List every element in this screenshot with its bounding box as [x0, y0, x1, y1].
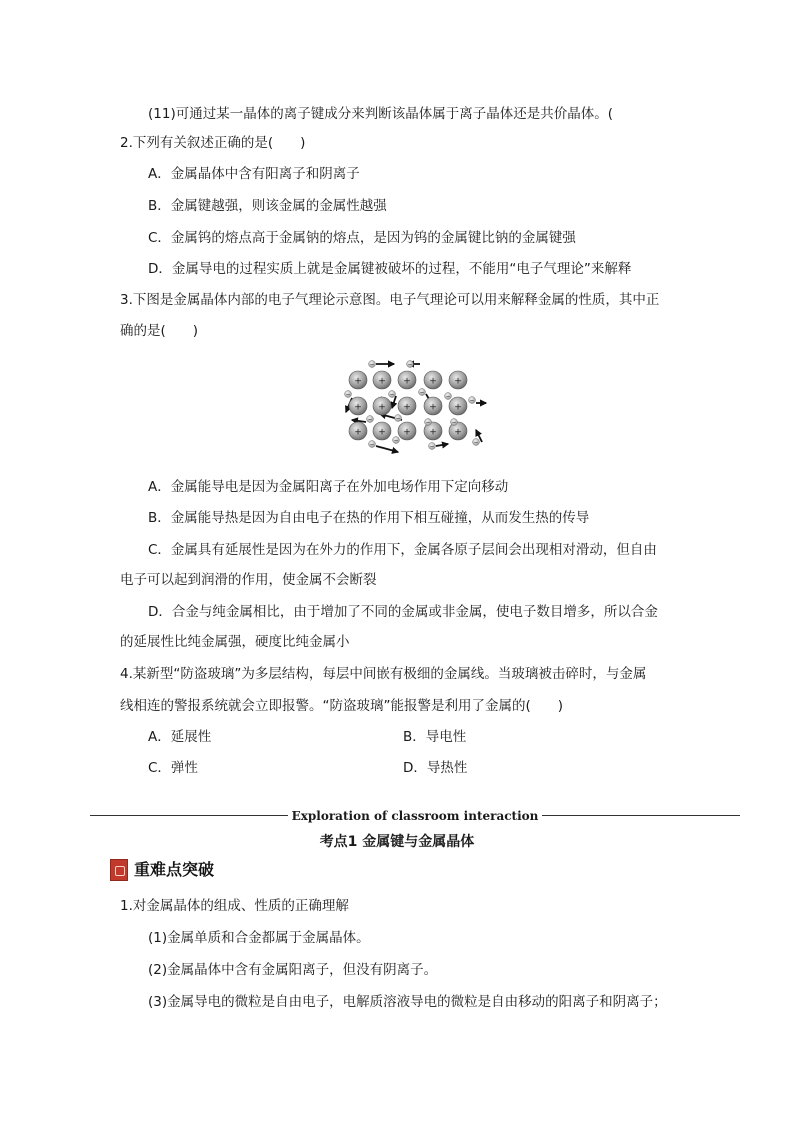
- cation-charge-label: +: [454, 427, 462, 438]
- section-title: 考点1 金属键与金属晶体: [319, 834, 475, 850]
- cation-charge-label: +: [378, 427, 386, 438]
- question-4-option-a: A．延展性: [148, 729, 212, 745]
- electron-charge-label: −: [367, 417, 373, 424]
- electron-motion-arrow: [436, 444, 448, 446]
- question-3-option-d-line-2: 的延展性比纯金属强，硬度比纯金属小: [120, 634, 350, 650]
- question-2-option-b: B．金属键越强，则该金属的金属性越强: [148, 198, 387, 214]
- electron-charge-label: −: [395, 416, 401, 423]
- cation-charge-label: +: [354, 402, 362, 413]
- electron-charge-label: −: [369, 442, 375, 449]
- question-2-option-a: A．金属晶体中含有阳离子和阴离子: [148, 166, 360, 182]
- electron-charge-label: −: [393, 438, 399, 445]
- cation-charge-label: +: [354, 376, 362, 387]
- cation-charge-label: +: [378, 402, 386, 413]
- question-4-option-b: B．导电性: [403, 729, 467, 745]
- section-divider: [90, 806, 740, 826]
- question-2-option-d: D．金属导电的过程实质上就是金属键被破坏的过程，不能用“电子气理论”来解释: [148, 261, 632, 277]
- electron-charge-label: −: [451, 420, 457, 427]
- point-1-heading: 1.对金属晶体的组成、性质的正确理解: [120, 898, 349, 914]
- electron-charge-label: −: [345, 392, 351, 399]
- electron-motion-arrow: [352, 420, 366, 422]
- electron-charge-label: −: [389, 392, 395, 399]
- electron-charge-label: −: [407, 362, 413, 369]
- question-3-stem-line-1: 3.下图是金属晶体内部的电子气理论示意图。电子气理论可以用来解释金属的性质，其中正: [120, 292, 660, 308]
- electron-charge-label: −: [469, 398, 475, 405]
- point-1-item-3: (3)金属导电的微粒是自由电子，电解质溶液导电的微粒是自由移动的阳离子和阴离子；: [148, 994, 667, 1010]
- question-4-stem-line-2: 线相连的警报系统就会立即报警。“防盗玻璃”能报警是利用了金属的( ): [120, 698, 564, 714]
- electron-charge-label: −: [429, 444, 435, 451]
- point-1-item-2: (2)金属晶体中含有金属阳离子，但没有阴离子。: [148, 962, 438, 978]
- electron-charge-label: −: [425, 420, 431, 427]
- question-3-option-c-line-2: 电子可以起到润滑的作用，使金属不会断裂: [120, 572, 377, 588]
- electron-charge-label: −: [445, 394, 451, 401]
- cation-charge-label: +: [378, 376, 386, 387]
- question-3-stem-line-2: 确的是( ): [120, 323, 199, 339]
- electron-gas-diagram: [336, 356, 496, 456]
- question-3-option-d-line-1: D．合金与纯金属相比，由于增加了不同的金属或非金属，使电子数目增多，所以合金: [148, 604, 658, 620]
- divider-label: Exploration of classroom interaction: [288, 809, 543, 823]
- question-2-option-c: C．金属钨的熔点高于金属钠的熔点，是因为钨的金属键比钠的金属键强: [148, 230, 576, 246]
- question-4-option-c: C．弹性: [148, 760, 198, 776]
- cation-charge-label: +: [454, 376, 462, 387]
- question-4-stem-line-1: 4.某新型“防盗玻璃”为多层结构，每层中间嵌有极细的金属线。当玻璃被击碎时，与金属: [120, 666, 647, 682]
- electron-charge-label: −: [419, 390, 425, 397]
- cation-charge-label: +: [429, 427, 437, 438]
- cation-charge-label: +: [429, 376, 437, 387]
- cation-charge-label: +: [454, 402, 462, 413]
- book-icon: [110, 859, 128, 881]
- point-1-item-1: (1)金属单质和合金都属于金属晶体。: [148, 930, 370, 946]
- cation-charge-label: +: [403, 427, 411, 438]
- electron-charge-label: −: [369, 362, 375, 369]
- question-3-option-b: B．金属能导热是因为自由电子在热的作用下相互碰撞，从而发生热的传导: [148, 510, 590, 526]
- cation-charge-label: +: [403, 402, 411, 413]
- question-3-option-a: A．金属能导电是因为金属阳离子在外加电场作用下定向移动: [148, 479, 509, 495]
- cation-charge-label: +: [429, 402, 437, 413]
- question-2-stem: 2.下列有关叙述正确的是( ): [120, 135, 306, 151]
- question-4-option-d: D．导热性: [403, 760, 468, 776]
- cation-charge-label: +: [354, 427, 362, 438]
- badge-label: 重难点突破: [134, 860, 215, 879]
- electron-motion-arrow: [376, 446, 398, 452]
- question-3-option-c-line-1: C．金属具有延展性是因为在外力的作用下，金属各原子层间会出现相对滑动，但自由: [148, 542, 657, 558]
- cation-charge-label: +: [403, 376, 411, 387]
- question-1-item-11: (11)可通过某一晶体的离子键成分来判断该晶体属于离子晶体还是共价晶体。(: [148, 106, 613, 122]
- electron-charge-label: −: [473, 440, 479, 447]
